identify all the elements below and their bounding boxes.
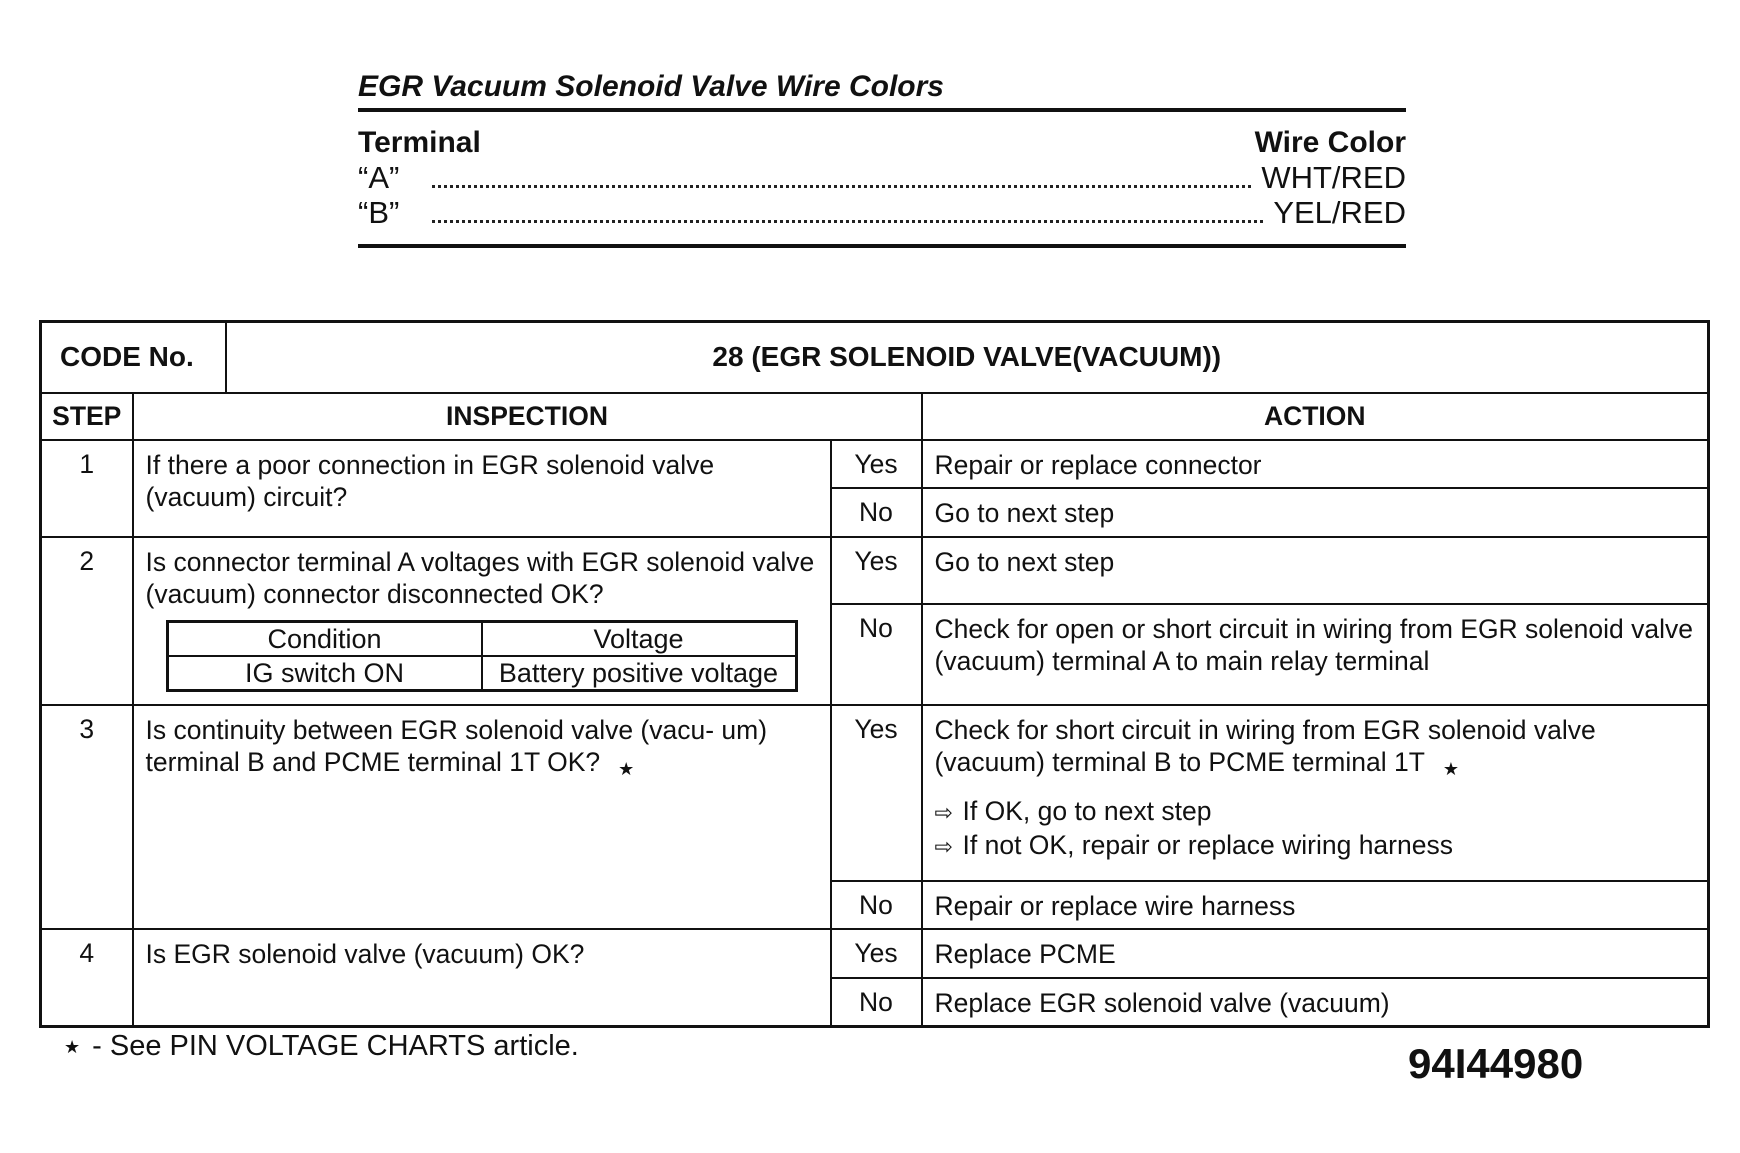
arrow-right-icon: ⇨: [934, 833, 953, 859]
yes-label: Yes: [831, 929, 922, 978]
action-text: Replace EGR solenoid valve (vacuum): [922, 978, 1709, 1027]
condition-value: IG switch ON: [167, 656, 482, 691]
wire-color-value: YEL/RED: [1273, 195, 1406, 230]
step-number: 2: [41, 537, 133, 705]
yes-label: Yes: [831, 537, 922, 605]
wire-colors-title: EGR Vacuum Solenoid Valve Wire Colors: [358, 70, 1406, 112]
not-ok-line: ⇨ If not OK, repair or replace wiring harness: [935, 829, 1696, 863]
step-number: 3: [41, 705, 133, 929]
table-row: [41, 440, 1709, 488]
action-text: Go to next step: [922, 537, 1709, 605]
yes-label: Yes: [831, 440, 922, 488]
dot-leader: [432, 184, 1251, 188]
table-row: [41, 929, 1709, 978]
action-text: Repair or replace connector: [922, 440, 1709, 488]
condition-table: [166, 620, 798, 692]
table-row: [41, 705, 1709, 881]
action-cell: [922, 705, 1709, 881]
wire-color-value: WHT/RED: [1261, 160, 1406, 195]
inspection-text: Is EGR solenoid valve (vacuum) OK?: [133, 929, 831, 1027]
wire-row-a: [358, 160, 1406, 195]
inspection-cell: [133, 705, 831, 929]
terminal-header: Terminal: [358, 126, 481, 159]
voltage-value: Battery positive voltage: [482, 656, 797, 691]
footnote-text: - See PIN VOLTAGE CHARTS article.: [92, 1030, 579, 1062]
voltage-header: Voltage: [482, 621, 797, 656]
inspection-cell: [133, 537, 831, 705]
action-text: Repair or replace wire harness: [922, 881, 1709, 929]
header-row: [41, 393, 1709, 440]
code-value: 28 (EGR SOLENOID VALVE(VACUUM)): [226, 322, 1709, 393]
star-icon: ★: [618, 758, 635, 779]
action-text: Go to next step: [922, 488, 1709, 537]
action-text: Check for short circuit in wiring from EGR solenoid valve (vacuum) terminal B to PCME terminal 1T: [934, 714, 1596, 777]
wire-color-header: Wire Color: [1254, 126, 1406, 159]
no-label: No: [831, 881, 922, 929]
star-icon: ★: [64, 1037, 81, 1057]
no-label: No: [831, 488, 922, 537]
code-label: CODE No.: [41, 322, 226, 393]
terminal-label: “B”: [358, 195, 400, 230]
wire-row-b: [358, 195, 1406, 230]
table-row: [41, 537, 1709, 605]
condition-header: Condition: [167, 621, 482, 656]
inspection-header: INSPECTION: [133, 393, 922, 440]
terminal-label: “A”: [358, 160, 400, 195]
step-number: 1: [41, 440, 133, 537]
code-row: [41, 322, 1709, 393]
yes-label: Yes: [831, 705, 922, 881]
footnote: [64, 1030, 579, 1063]
inspection-text: If there a poor connection in EGR solenoid valve (vacuum) circuit?: [133, 440, 831, 537]
diagnostic-table: [39, 320, 1710, 1028]
inspection-text: Is continuity between EGR solenoid valve (vacu- um) terminal B and PCME terminal 1T OK?: [145, 714, 768, 777]
divider: [358, 244, 1406, 248]
step-header: STEP: [41, 393, 133, 440]
step-number: 4: [41, 929, 133, 1027]
no-label: No: [831, 604, 922, 704]
dot-leader: [432, 219, 1263, 223]
inspection-text: Is connector terminal A voltages with EGR solenoid valve (vacuum) connector disconnected OK?: [145, 546, 815, 609]
arrow-right-icon: ⇨: [934, 799, 953, 825]
no-label: No: [831, 978, 922, 1027]
action-text: Check for open or short circuit in wiring from EGR solenoid valve (vacuum) terminal A to main relay terminal: [922, 604, 1709, 704]
ok-line: ⇨ If OK, go to next step: [935, 795, 1696, 829]
figure-id: 94I44980: [1408, 1040, 1584, 1087]
wire-colors-header: [358, 126, 1406, 160]
wire-colors-section: [358, 70, 1406, 248]
star-icon: ★: [1442, 758, 1460, 779]
action-text: Replace PCME: [922, 929, 1709, 978]
action-header: ACTION: [922, 393, 1709, 440]
